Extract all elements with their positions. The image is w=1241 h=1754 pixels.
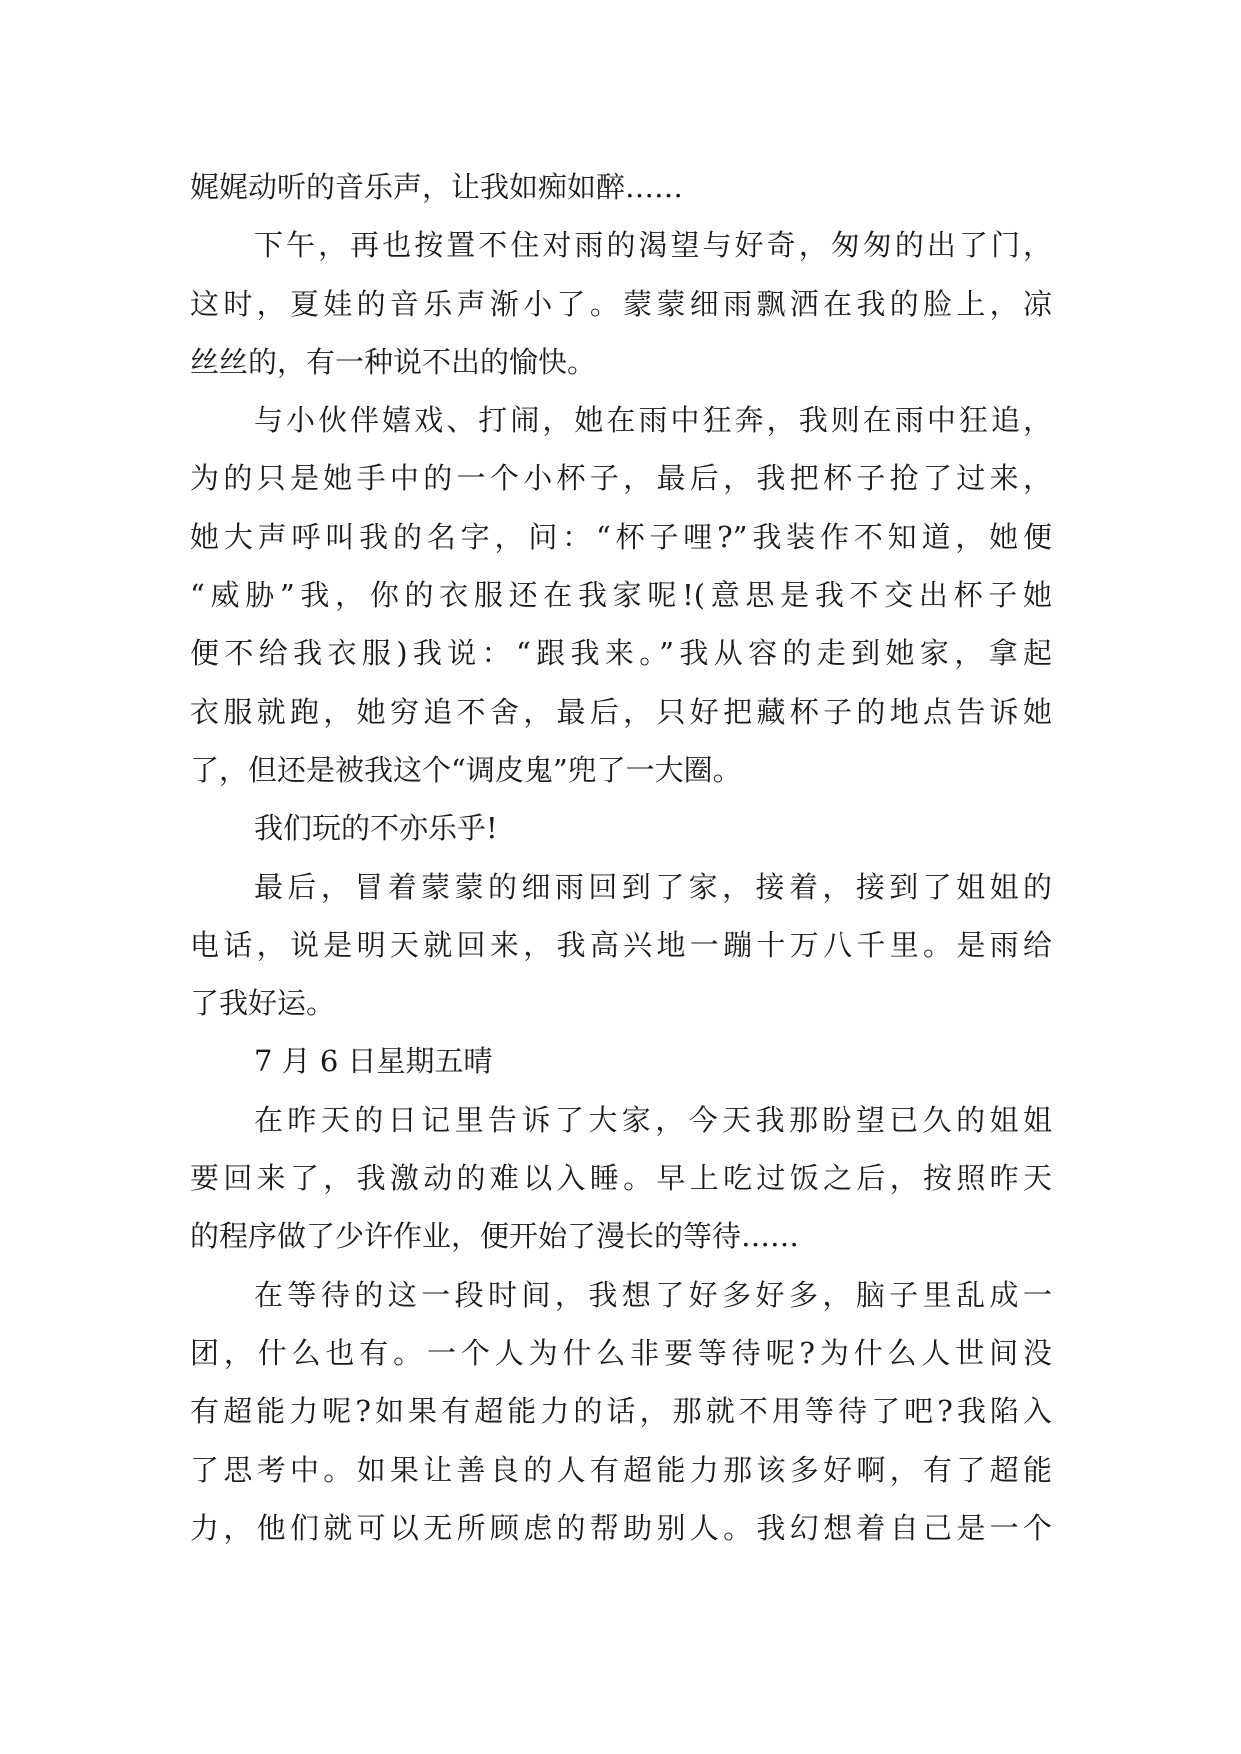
- text-line: 娓娓动听的音乐声，让我如痴如醉……: [190, 170, 684, 204]
- text-line: 我们玩的不亦乐乎!: [254, 811, 498, 846]
- text-line: 丝丝的，有一种说不出的愉快。: [190, 344, 597, 379]
- text-line: 了，但还是被我这个“调皮鬼”兜了一大圈。: [190, 752, 742, 787]
- diary-date-heading: 7 月 6 日星期五晴: [254, 1044, 493, 1079]
- text-line: 她大声呼叫我的名字，问：“杯子哩?”我装作不知道，她便: [190, 519, 1052, 554]
- text-line: 力，他们就可以无所顾虑的帮助别人。我幻想着自己是一个: [190, 1510, 1052, 1545]
- text-line: 在昨天的日记里告诉了大家，今天我那盼望已久的姐姐: [254, 1102, 1052, 1137]
- text-line: 有超能力呢?如果有超能力的话，那就不用等待了吧?我陷入: [190, 1394, 1052, 1429]
- text-line: 的程序做了少许作业，便开始了漫长的等待……: [190, 1219, 800, 1254]
- text-line: 下午，再也按置不住对雨的渴望与好奇，匆匆的出了门，: [254, 228, 1052, 263]
- text-line: 了我好运。: [190, 986, 336, 1021]
- text-line: 最后，冒着蒙蒙的细雨回到了家，接着，接到了姐姐的: [254, 869, 1052, 904]
- text-line: 在等待的这一段时间，我想了好多好多，脑子里乱成一: [254, 1277, 1052, 1312]
- text-line: 了思考中。如果让善良的人有超能力那该多好啊，有了超能: [190, 1452, 1052, 1487]
- text-line: 衣服就跑，她穷追不舍，最后，只好把藏杯子的地点告诉她: [190, 694, 1052, 729]
- text-line: “威胁”我，你的衣服还在我家呢!(意思是我不交出杯子她: [190, 578, 1052, 613]
- text-line: 团，什么也有。一个人为什么非要等待呢?为什么人世间没: [190, 1335, 1052, 1370]
- text-line: 与小伙伴嬉戏、打闹，她在雨中狂奔，我则在雨中狂追，: [254, 403, 1052, 438]
- text-line: 这时，夏娃的音乐声渐小了。蒙蒙细雨飘洒在我的脸上，凉: [190, 286, 1052, 321]
- text-line: 电话，说是明天就回来，我高兴地一蹦十万八千里。是雨给: [190, 927, 1052, 962]
- text-line: 便不给我衣服)我说：“跟我来。”我从容的走到她家，拿起: [190, 636, 1052, 671]
- text-line: 为的只是她手中的一个小杯子，最后，我把杯子抢了过来，: [190, 461, 1052, 496]
- body-text: [190, 158, 1052, 1557]
- text-line: 要回来了，我激动的难以入睡。早上吃过饭之后，按照昨天: [190, 1161, 1052, 1196]
